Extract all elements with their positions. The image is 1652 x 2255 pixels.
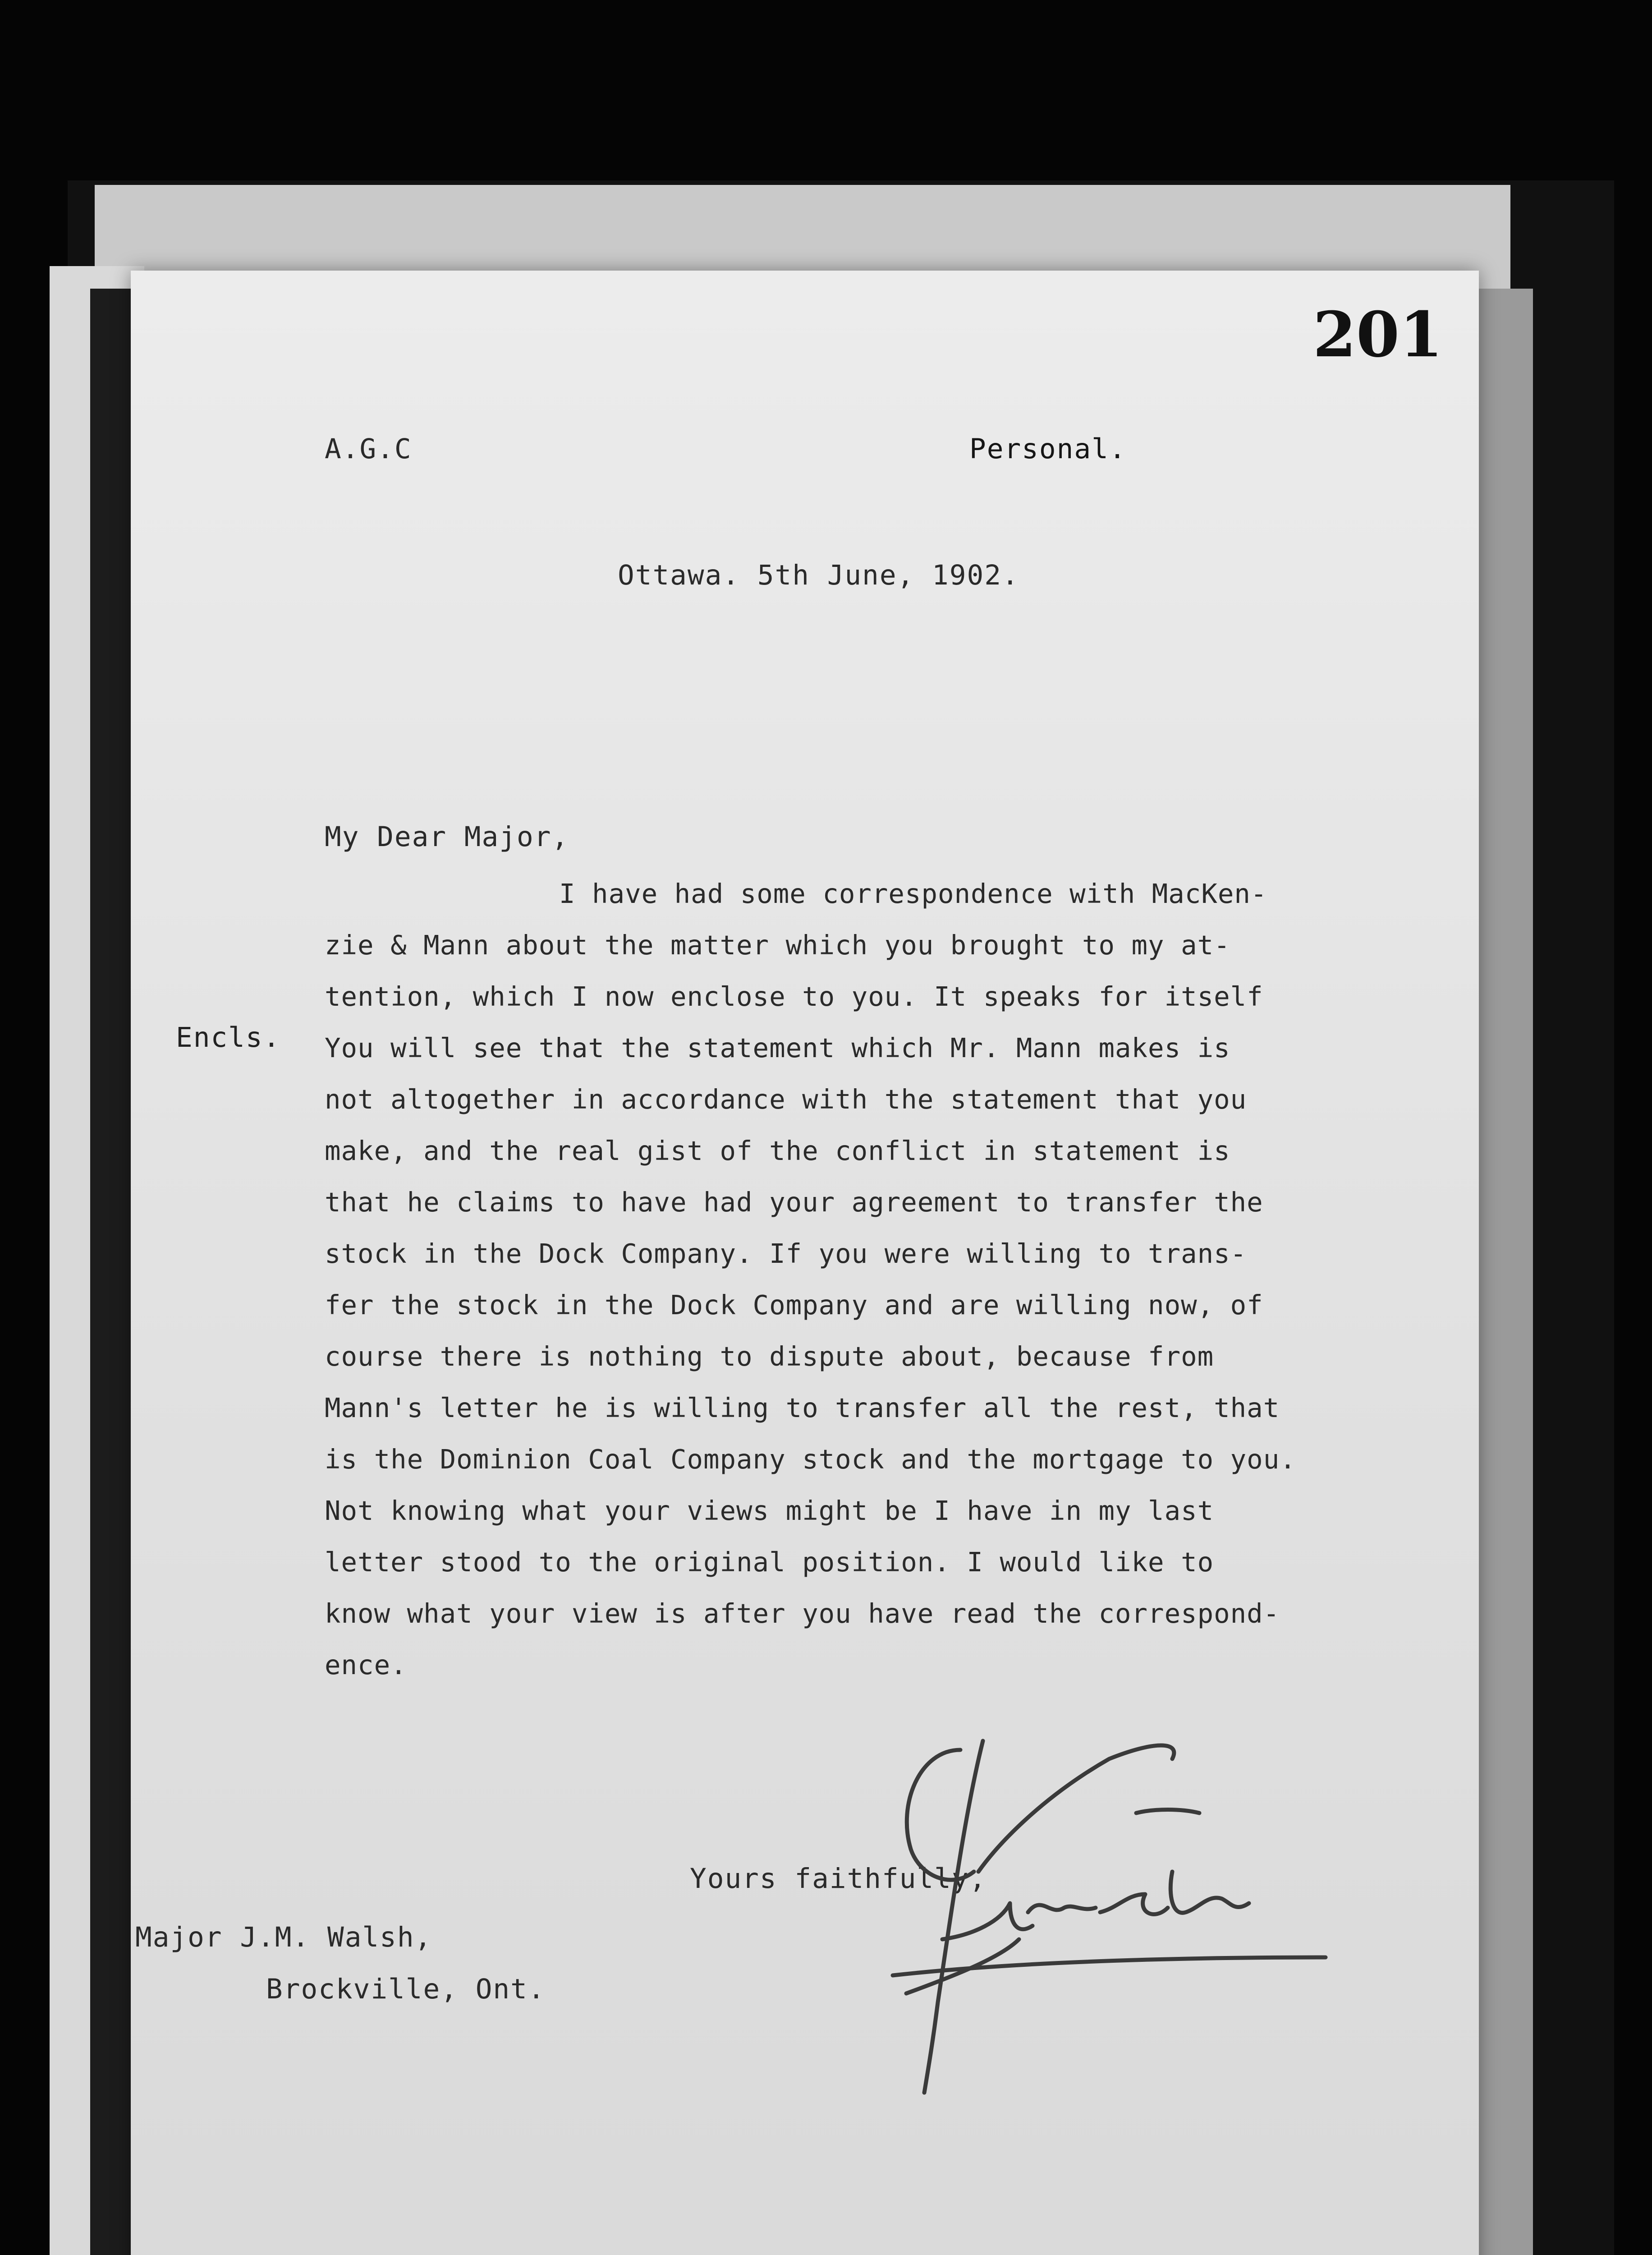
body-line: make, and the real gist of the conflict in statement is bbox=[325, 1135, 1230, 1166]
body-line: letter stood to the original position. I would like to bbox=[325, 1546, 1214, 1578]
body-line: stock in the Dock Company. If you were willing to trans- bbox=[325, 1238, 1247, 1269]
body-line: is the Dominion Coal Company stock and the mortgage to you. bbox=[325, 1444, 1296, 1475]
dateline: Ottawa. 5th June, 1902. bbox=[618, 559, 1019, 591]
salutation: My Dear Major, bbox=[325, 821, 569, 853]
body-line: course there is nothing to dispute about, because from bbox=[325, 1341, 1214, 1372]
body-line: tention, which I now enclose to you. It speaks for itself bbox=[325, 981, 1263, 1012]
body-line: I have had some correspondence with MacKen- bbox=[559, 878, 1267, 909]
addressee-name: Major J.M. Walsh, bbox=[135, 1921, 432, 1953]
closing: Yours faithfully, bbox=[690, 1863, 987, 1895]
page-number: 201 bbox=[1312, 298, 1443, 371]
body-line: not altogether in accordance with the statement that you bbox=[325, 1084, 1247, 1115]
signature-clifford-sifton bbox=[839, 1723, 1335, 2129]
addressee-place: Brockville, Ont. bbox=[266, 1973, 546, 2005]
body-line: You will see that the statement which Mr. Mann makes is bbox=[325, 1032, 1230, 1063]
reference-initials: A.G.C bbox=[325, 433, 412, 465]
body-line: Not knowing what your views might be I have in my last bbox=[325, 1495, 1214, 1526]
body-line: Mann's letter he is willing to transfer all the rest, that bbox=[325, 1392, 1280, 1423]
body-line: know what your view is after you have read the correspond- bbox=[325, 1598, 1280, 1629]
letter-body bbox=[325, 868, 1294, 1691]
personal-marking: Personal. bbox=[969, 433, 1127, 465]
body-line: fer the stock in the Dock Company and are willing now, of bbox=[325, 1289, 1263, 1321]
body-line: zie & Mann about the matter which you brought to my at- bbox=[325, 930, 1230, 961]
body-line: ence. bbox=[325, 1649, 407, 1680]
enclosures-note: Encls. bbox=[176, 1022, 281, 1054]
body-line: that he claims to have had your agreement to transfer the bbox=[325, 1187, 1263, 1218]
